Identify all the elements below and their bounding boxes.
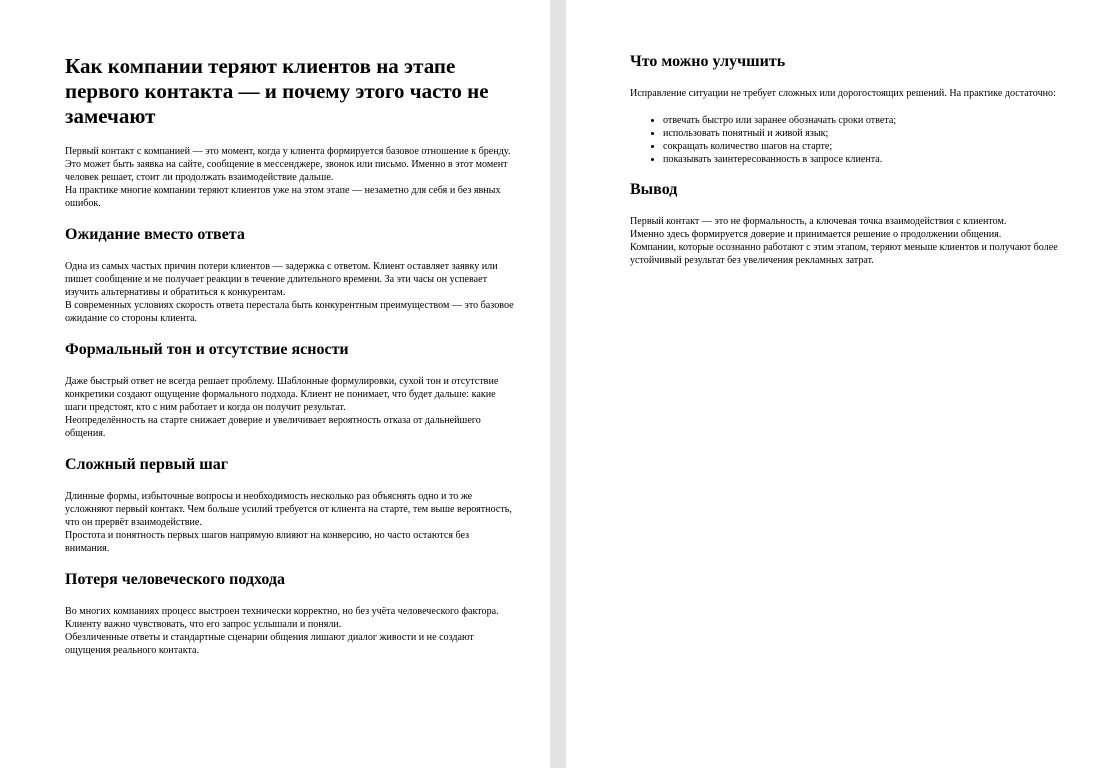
section-paragraph: Простота и понятность первых шагов напрямую влияют на конверсию, но часто остаются без внимания. (65, 530, 470, 554)
conclusion-paragraph: Компании, которые осознанно работают с этим этапом, теряют меньше клиентов и получают более устойчивый результат без увеличения рекламных затрат. (630, 242, 1058, 266)
conclusion-heading: Вывод (630, 181, 678, 198)
section-paragraph: Даже быстрый ответ не всегда решает проблему. Шаблонные формулировки, сухой тон и отсутствие конкретики создают ощущение формального подхода. Клиент не понимает, что будет дальше: какие шаги предстоят, кто с ним работает и когда он получит результат. (65, 376, 499, 413)
conclusion-paragraph: Первый контакт — это не формальность, а ключевая точка взаимодействия с клиентом. (630, 216, 1007, 227)
conclusion-paragraph: Именно здесь формируется доверие и принимается решение о продолжении общения. (630, 229, 1002, 240)
section-paragraph: Во многих компаниях процесс выстроен технически корректно, но без учёта человеческого фактора. Клиенту важно чувствовать, что его запрос услышали и поняли. (65, 606, 499, 630)
section-human-approach (65, 570, 514, 657)
document-page-2 (566, 0, 1112, 768)
improve-intro: Исправление ситуации не требует сложных или дорогостоящих решений. На практике достаточно: (630, 88, 1056, 99)
section-heading: Сложный первый шаг (65, 456, 229, 473)
section-paragraph: Обезличенные ответы и стандартные сценарии общения лишают диалог живости и не создают ощущения реального контакта. (65, 632, 474, 656)
improve-heading: Что можно улучшить (630, 53, 786, 70)
document-page-1 (0, 0, 550, 768)
list-item: • сокращать количество шагов на старте; (663, 140, 1082, 153)
document-title: Как компании теряют клиентов на этапе первого контакта — и почему этого часто не замечают (65, 54, 489, 128)
list-item: • показывать заинтересованность в запросе клиента. (663, 153, 1082, 166)
section-paragraph: В современных условиях скорость ответа перестала быть конкурентным преимуществом — это базовое ожидание со стороны клиента. (65, 300, 514, 324)
section-heading: Потеря человеческого подхода (65, 571, 285, 588)
intro-paragraph: На практике многие компании теряют клиентов уже на этом этапе — незаметно для себя и без явных ошибок. (65, 185, 501, 209)
section-heading: Ожидание вместо ответа (65, 226, 245, 243)
list-item: • отвечать быстро или заранее обозначать сроки ответа; (663, 114, 1082, 127)
section-paragraph: Длинные формы, избыточные вопросы и необходимость несколько раз объяснять одно и то же усложняют первый контакт. Чем больше усилий требуется от клиента на старте, тем выше вероятность, что он прервёт взаимодействие. (65, 491, 512, 528)
improve-list (630, 114, 1082, 166)
list-item: • использовать понятный и живой язык; (663, 127, 1082, 140)
section-complex-first-step (65, 455, 514, 555)
section-paragraph: Неопределённость на старте снижает доверие и увеличивает вероятность отказа от дальнейшего общения. (65, 415, 481, 439)
section-paragraph: Одна из самых частых причин потери клиентов — задержка с ответом. Клиент оставляет заявку или пишет сообщение и не получает реакции в течение длительного времени. За эти часы он успевает изучить альтернативы и обратиться к конкурентам. (65, 261, 498, 298)
section-waiting (65, 225, 514, 325)
intro-paragraph: Первый контакт с компанией — это момент, когда у клиента формируется базовое отношение к бренду. Это может быть заявка на сайте, сообщение в мессенджере, звонок или письмо. Именно в этот момент человек решает, стоит ли продолжать взаимодействие дальше. (65, 146, 511, 183)
intro-block (65, 145, 514, 210)
section-formal-tone (65, 340, 514, 440)
section-heading: Формальный тон и отсутствие ясности (65, 341, 349, 358)
